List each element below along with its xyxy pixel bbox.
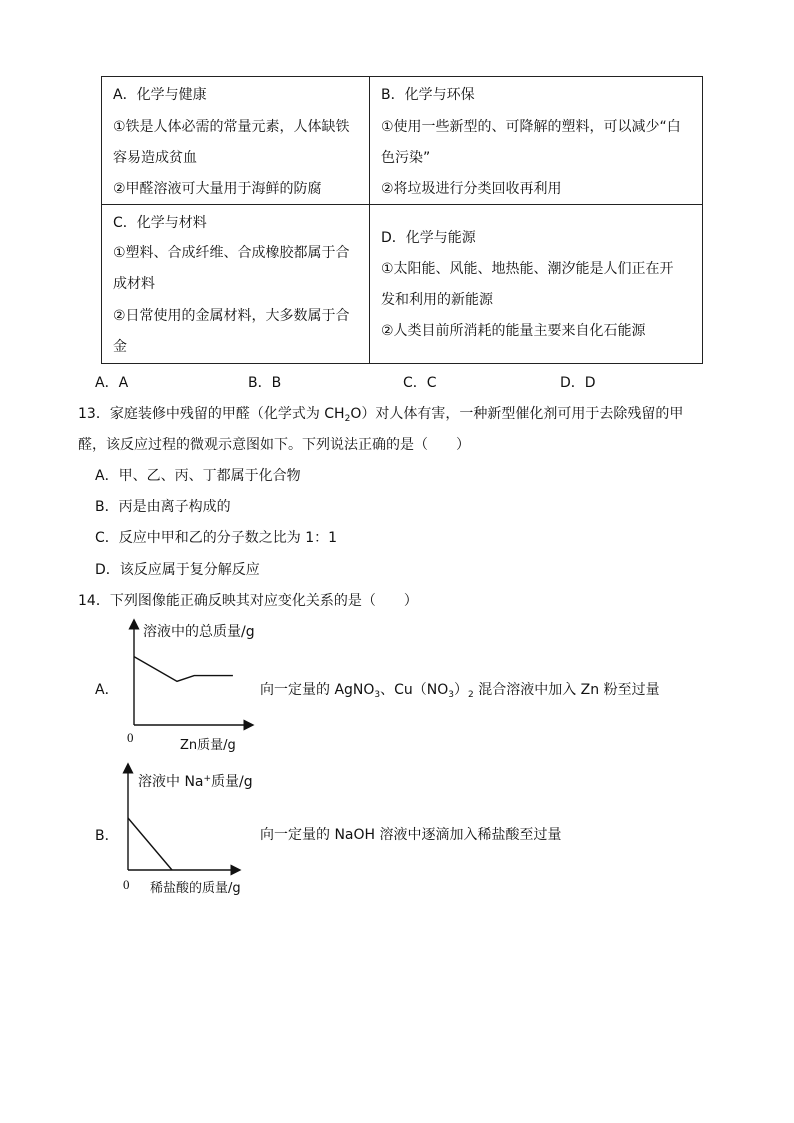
cell-a-line: ②甲醛溶液可大量用于海鲜的防腐	[113, 181, 322, 197]
q14-graph-a-ylabel: 溶液中的总质量/g	[143, 624, 255, 640]
cell-a-line: 容易造成贫血	[113, 150, 197, 166]
cell-a-title: A．化学与健康	[113, 87, 207, 103]
q12-option-c: C．C	[403, 375, 437, 391]
q14-graph-b-origin: 0	[123, 877, 130, 892]
q13-stem-line2: 醛，该反应过程的微观示意图如下。下列说法正确的是（ ）	[78, 437, 470, 453]
q13-option-c: C．反应中甲和乙的分子数之比为 1：1	[95, 530, 338, 546]
cell-b-line: ②将垃圾进行分类回收再利用	[381, 181, 562, 197]
cell-b-line: 色污染”	[381, 150, 431, 166]
q14-option-a-label: A．	[95, 682, 119, 698]
q13-option-a: A．甲、乙、丙、丁都属于化合物	[95, 468, 301, 484]
cell-a-line: ①铁是人体必需的常量元素，人体缺铁	[113, 119, 350, 135]
q14-graph-b-xlabel: 稀盐酸的质量/g	[150, 881, 241, 896]
q12-option-a: A．A	[95, 375, 129, 391]
cell-b-title: B．化学与环保	[381, 87, 475, 103]
cell-c-line: ②日常使用的金属材料，大多数属于合	[113, 308, 350, 324]
q12-option-d: D．D	[560, 375, 596, 391]
series-line	[128, 818, 172, 870]
q13-stem-line1: 13．家庭装修中残留的甲醛（化学式为 $CH_2O$）对人体有害，一种新型催化剂可用于去除残留的甲	[78, 406, 684, 424]
q14-graph-a-origin: 0	[127, 730, 134, 745]
q14-option-b-desc: 向一定量的 NaOH 溶液中逐滴加入稀盐酸至过量	[260, 827, 562, 843]
q14-stem: 14．下列图像能正确反映其对应变化关系的是（ ）	[78, 593, 418, 609]
cell-c-line: 成材料	[113, 276, 155, 292]
q14-option-a-desc: 向一定量的 AgNO$_3$、$Cu(NO_3)_2$ 混合溶液中加入 Zn 粉至过量	[260, 682, 660, 700]
q13-option-d: D．该反应属于复分解反应	[95, 562, 260, 578]
cell-d-line: 发和利用的新能源	[381, 292, 493, 308]
cell-c-line: ①塑料、合成纤维、合成橡胶都属于合	[113, 245, 350, 261]
cell-d-title: D．化学与能源	[381, 230, 476, 246]
q12-option-b: B．B	[248, 375, 282, 391]
cell-b-line: ①使用一些新型的、可降解的塑料，可以减少“白	[381, 119, 681, 135]
cell-c-line: 金	[113, 339, 127, 355]
q14-graph-a-xlabel: Zn质量/g	[180, 738, 236, 753]
cell-d-line: ②人类目前所消耗的能量主要来自化石能源	[381, 323, 646, 339]
cell-d-line: ①太阳能、风能、地热能、潮汐能是人们正在开	[381, 261, 674, 277]
q14-graph-b-ylabel: 溶液中 Na+质量/g	[138, 774, 253, 790]
q13-option-b: B．丙是由离子构成的	[95, 499, 231, 515]
cell-c-title: C．化学与材料	[113, 215, 207, 231]
q14-option-b-label: B．	[95, 828, 119, 844]
